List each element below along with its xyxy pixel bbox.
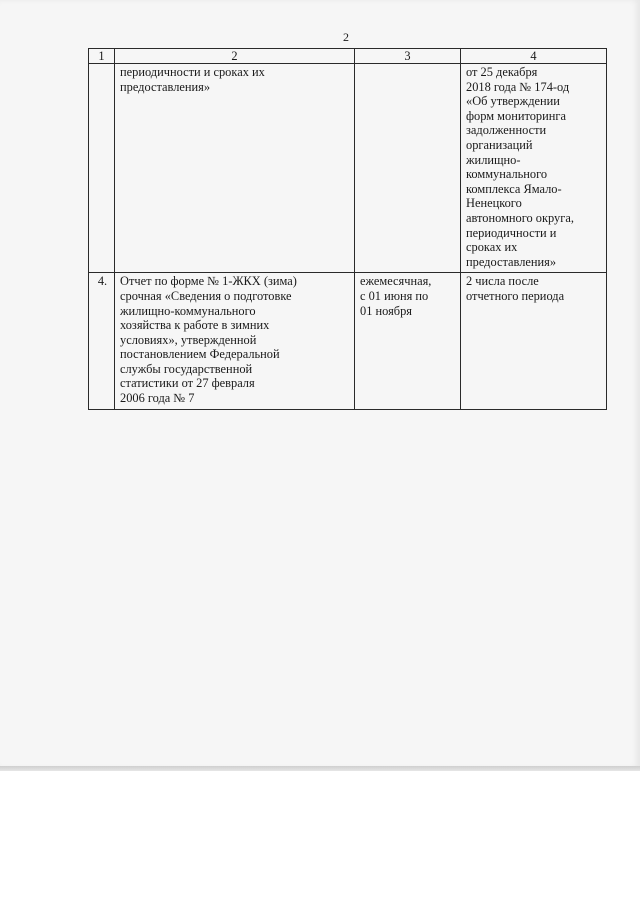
column-header-1: 1 xyxy=(89,49,115,64)
table-row xyxy=(89,64,607,273)
report-deadline: 2 числа после отчетного периода xyxy=(461,273,607,409)
column-header-4: 4 xyxy=(461,49,607,64)
table-header-row xyxy=(89,49,607,64)
report-deadline: от 25 декабря 2018 года № 174-од «Об утверждении форм мониторинга задолженности организаций жилищно- коммунального комплекса Ямало- Ненецкого автономного округа, периодичности и сроках их предоставления» xyxy=(461,64,607,273)
document-table xyxy=(88,48,607,410)
report-description: периодичности и сроках их предоставления» xyxy=(115,64,355,273)
report-frequency: ежемесячная, с 01 июня по 01 ноября xyxy=(355,273,461,409)
row-number: 4. xyxy=(89,273,115,409)
row-number xyxy=(89,64,115,273)
page-bottom-edge xyxy=(0,766,640,771)
column-header-2: 2 xyxy=(115,49,355,64)
report-frequency xyxy=(355,64,461,273)
page-number: 2 xyxy=(343,30,349,44)
column-header-3: 3 xyxy=(355,49,461,64)
table-row xyxy=(89,273,607,409)
report-description: Отчет по форме № 1-ЖКХ (зима) срочная «Сведения о подготовке жилищно-коммунального хозяйства к работе в зимних условиях», утвержденной постановлением Федеральной службы государственной статистики от 27 февраля 2006 года № 7 xyxy=(115,273,355,409)
